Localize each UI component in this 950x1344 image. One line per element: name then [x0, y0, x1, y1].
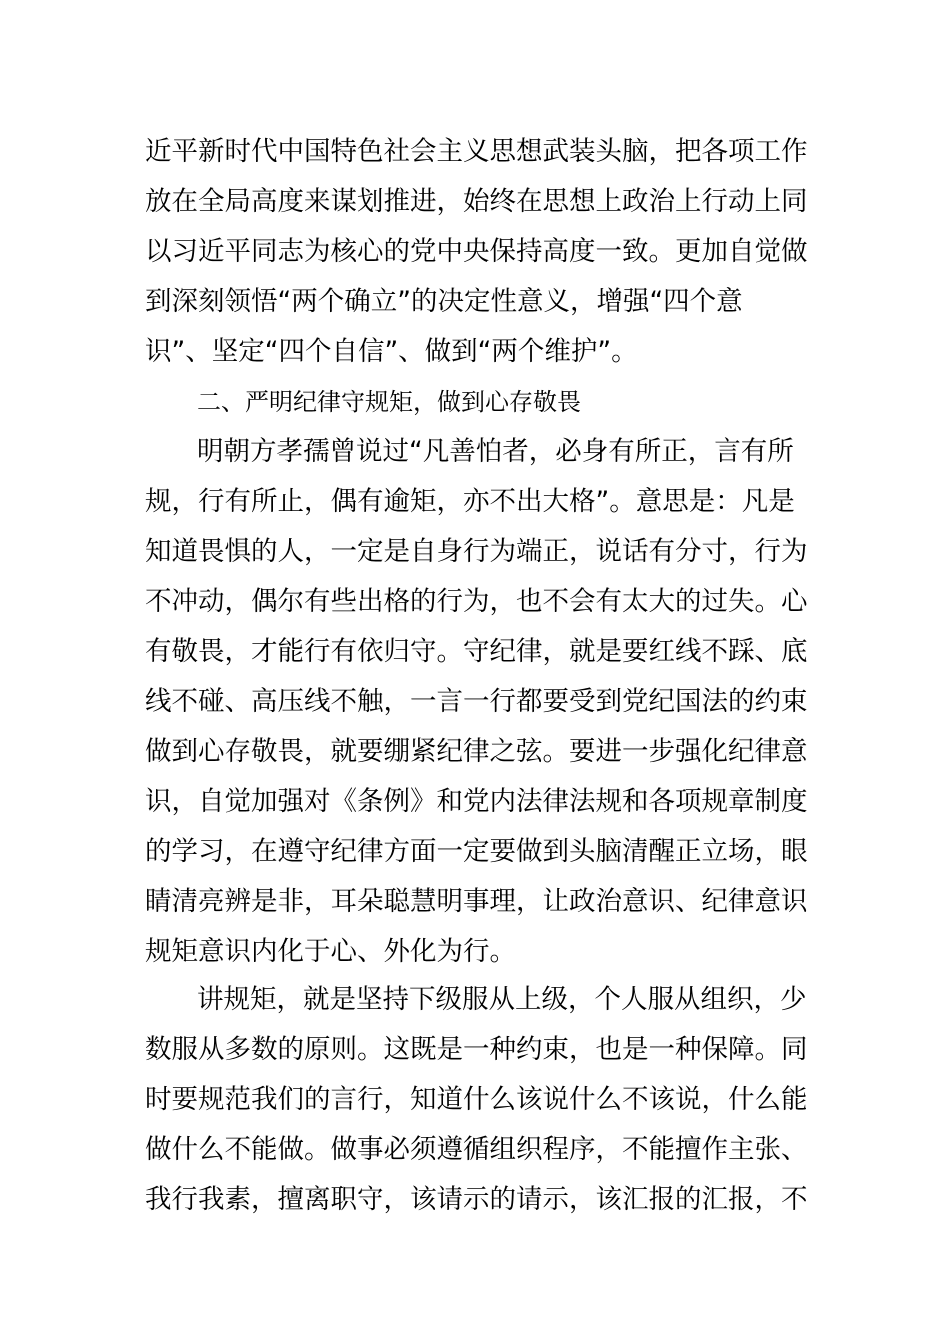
body-text-line: 时要规范我们的言行，知道什么该说什么不该说，什么能 [145, 1084, 808, 1115]
section-heading: 二、严明纪律守规矩，做到心存敬畏 [197, 388, 581, 416]
body-text-line: 明朝方孝孺曾说过“凡善怕者，必身有所正，言有所 [197, 436, 794, 467]
body-text-line: 到深刻领悟“两个确立”的决定性意义，增强“四个意 [145, 286, 743, 317]
body-text-line: 线不碰、高压线不触，一言一行都要受到党纪国法的约束 [145, 686, 808, 717]
body-text-line: 做什么不能做。做事必须遵循组织程序，不能擅作主张、 [145, 1134, 808, 1165]
body-text-line: 放在全局高度来谋划推进，始终在思想上政治上行动上同 [145, 186, 808, 217]
body-text-line: 有敬畏，才能行有依归守。守纪律，就是要红线不踩、底 [145, 636, 808, 667]
body-text-line: 睛清亮辨是非，耳朵聪慧明事理，让政治意识、纪律意识 [145, 886, 808, 917]
body-text-line: 以习近平同志为核心的党中央保持高度一致。更加自觉做 [145, 236, 808, 267]
body-text-line: 识，自觉加强对《条例》和党内法律法规和各项规章制度 [145, 786, 808, 817]
body-text-line: 近平新时代中国特色社会主义思想武装头脑，把各项工作 [145, 136, 808, 167]
body-text-line: 讲规矩，就是坚持下级服从上级，个人服从组织，少 [197, 984, 807, 1015]
body-text-line: 数服从多数的原则。这既是一种约束，也是一种保障。同 [145, 1034, 808, 1065]
body-text-line: 不冲动，偶尔有些出格的行为，也不会有太大的过失。心 [145, 586, 808, 617]
body-text-line: 知道畏惧的人，一定是自身行为端正，说话有分寸，行为 [145, 536, 808, 567]
body-text-line: 做到心存敬畏，就要绷紧纪律之弦。要进一步强化纪律意 [145, 736, 808, 767]
body-text-line: 识”、坚定“四个自信”、做到“两个维护”。 [145, 336, 638, 367]
body-text-line: 规，行有所止，偶有逾矩，亦不出大格”。意思是：凡是 [145, 486, 795, 517]
body-text-line: 规矩意识内化于心、外化为行。 [145, 936, 516, 967]
body-text-line: 的学习，在遵守纪律方面一定要做到头脑清醒正立场，眼 [145, 836, 808, 867]
body-text-line: 我行我素，擅离职守，该请示的请示，该汇报的汇报，不 [145, 1184, 808, 1215]
